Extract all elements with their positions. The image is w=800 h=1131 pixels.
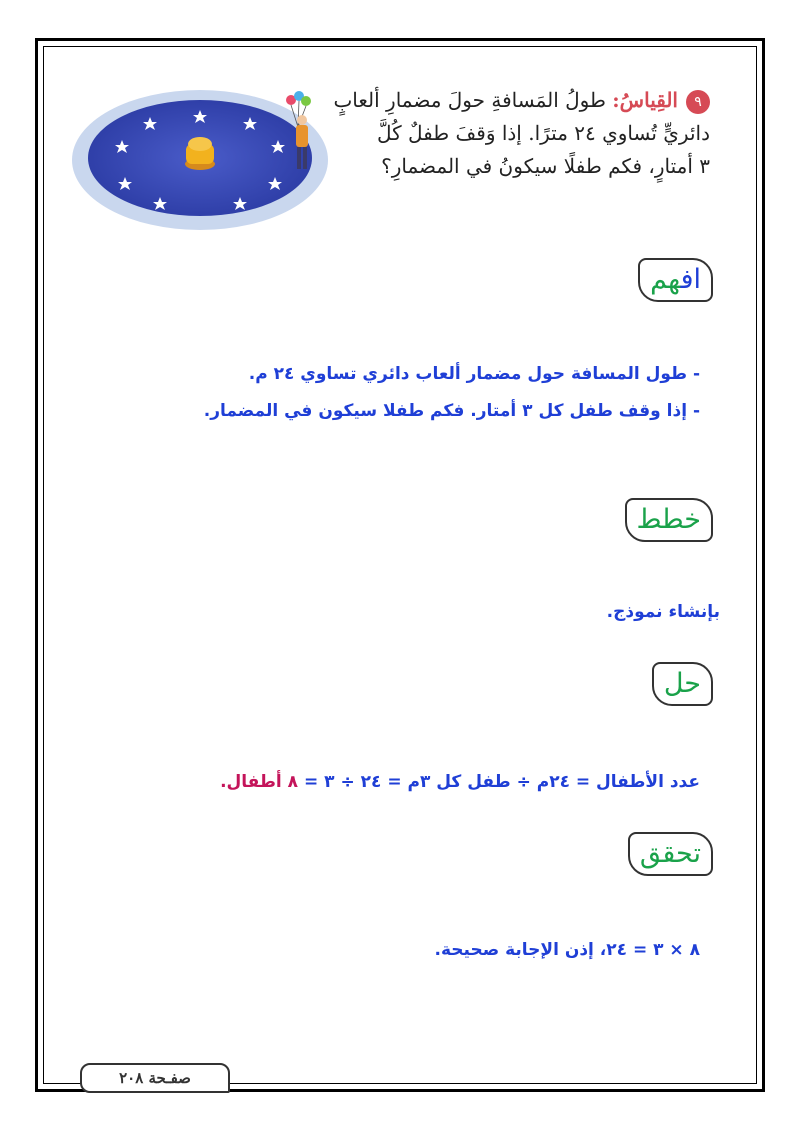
question-label: القِياسُ: [612, 88, 678, 112]
step-plan-title: خطط [636, 504, 701, 535]
plan-text: بإنشاء نموذج. [606, 602, 720, 622]
problem-line-1: طولُ المَسافةِ حولَ مضمارِ ألعابٍ [333, 88, 606, 112]
check-text: ٨ × ٣ = ٢٤، إذن الإجابة صحيحة. [434, 940, 700, 960]
problem-line-2: دائريٍّ تُساوي ٢٤ مترًا. إذا وَقفَ طفلٌ كُلَّ [376, 121, 710, 145]
step-understand-part2: هم [650, 264, 681, 295]
understand-line-1: - طول المسافة حول مضمار ألعاب دائري تساوي ٢٤ م. [248, 364, 700, 384]
step-solve-title: حل [663, 668, 701, 699]
step-solve-badge [652, 662, 713, 706]
step-understand-part1: اف [680, 264, 701, 295]
problem-statement [240, 84, 710, 183]
step-plan-badge [625, 498, 713, 542]
understand-line-2: - إذا وقف طفل كل ٣ أمتار. فكم طفلا سيكون في المضمار. [203, 401, 700, 421]
question-number-badge: ٩ [686, 90, 710, 114]
step-understand-badge [638, 258, 713, 302]
problem-line-3: ٣ أمتارٍ، فكم طفلًا سيكونُ في المضمارِ؟ [381, 154, 710, 178]
page-number-label: صفـحة ٢٠٨ [80, 1063, 230, 1093]
solve-answer: ٨ أطفال. [220, 772, 299, 792]
step-check-badge [628, 832, 713, 876]
step-check-title: تحقق [639, 838, 701, 869]
solve-equation: عدد الأطفال = ٢٤م ÷ طفل كل ٣م = ٢٤ ÷ ٣ = [298, 772, 700, 792]
solve-equation-line [220, 772, 700, 792]
